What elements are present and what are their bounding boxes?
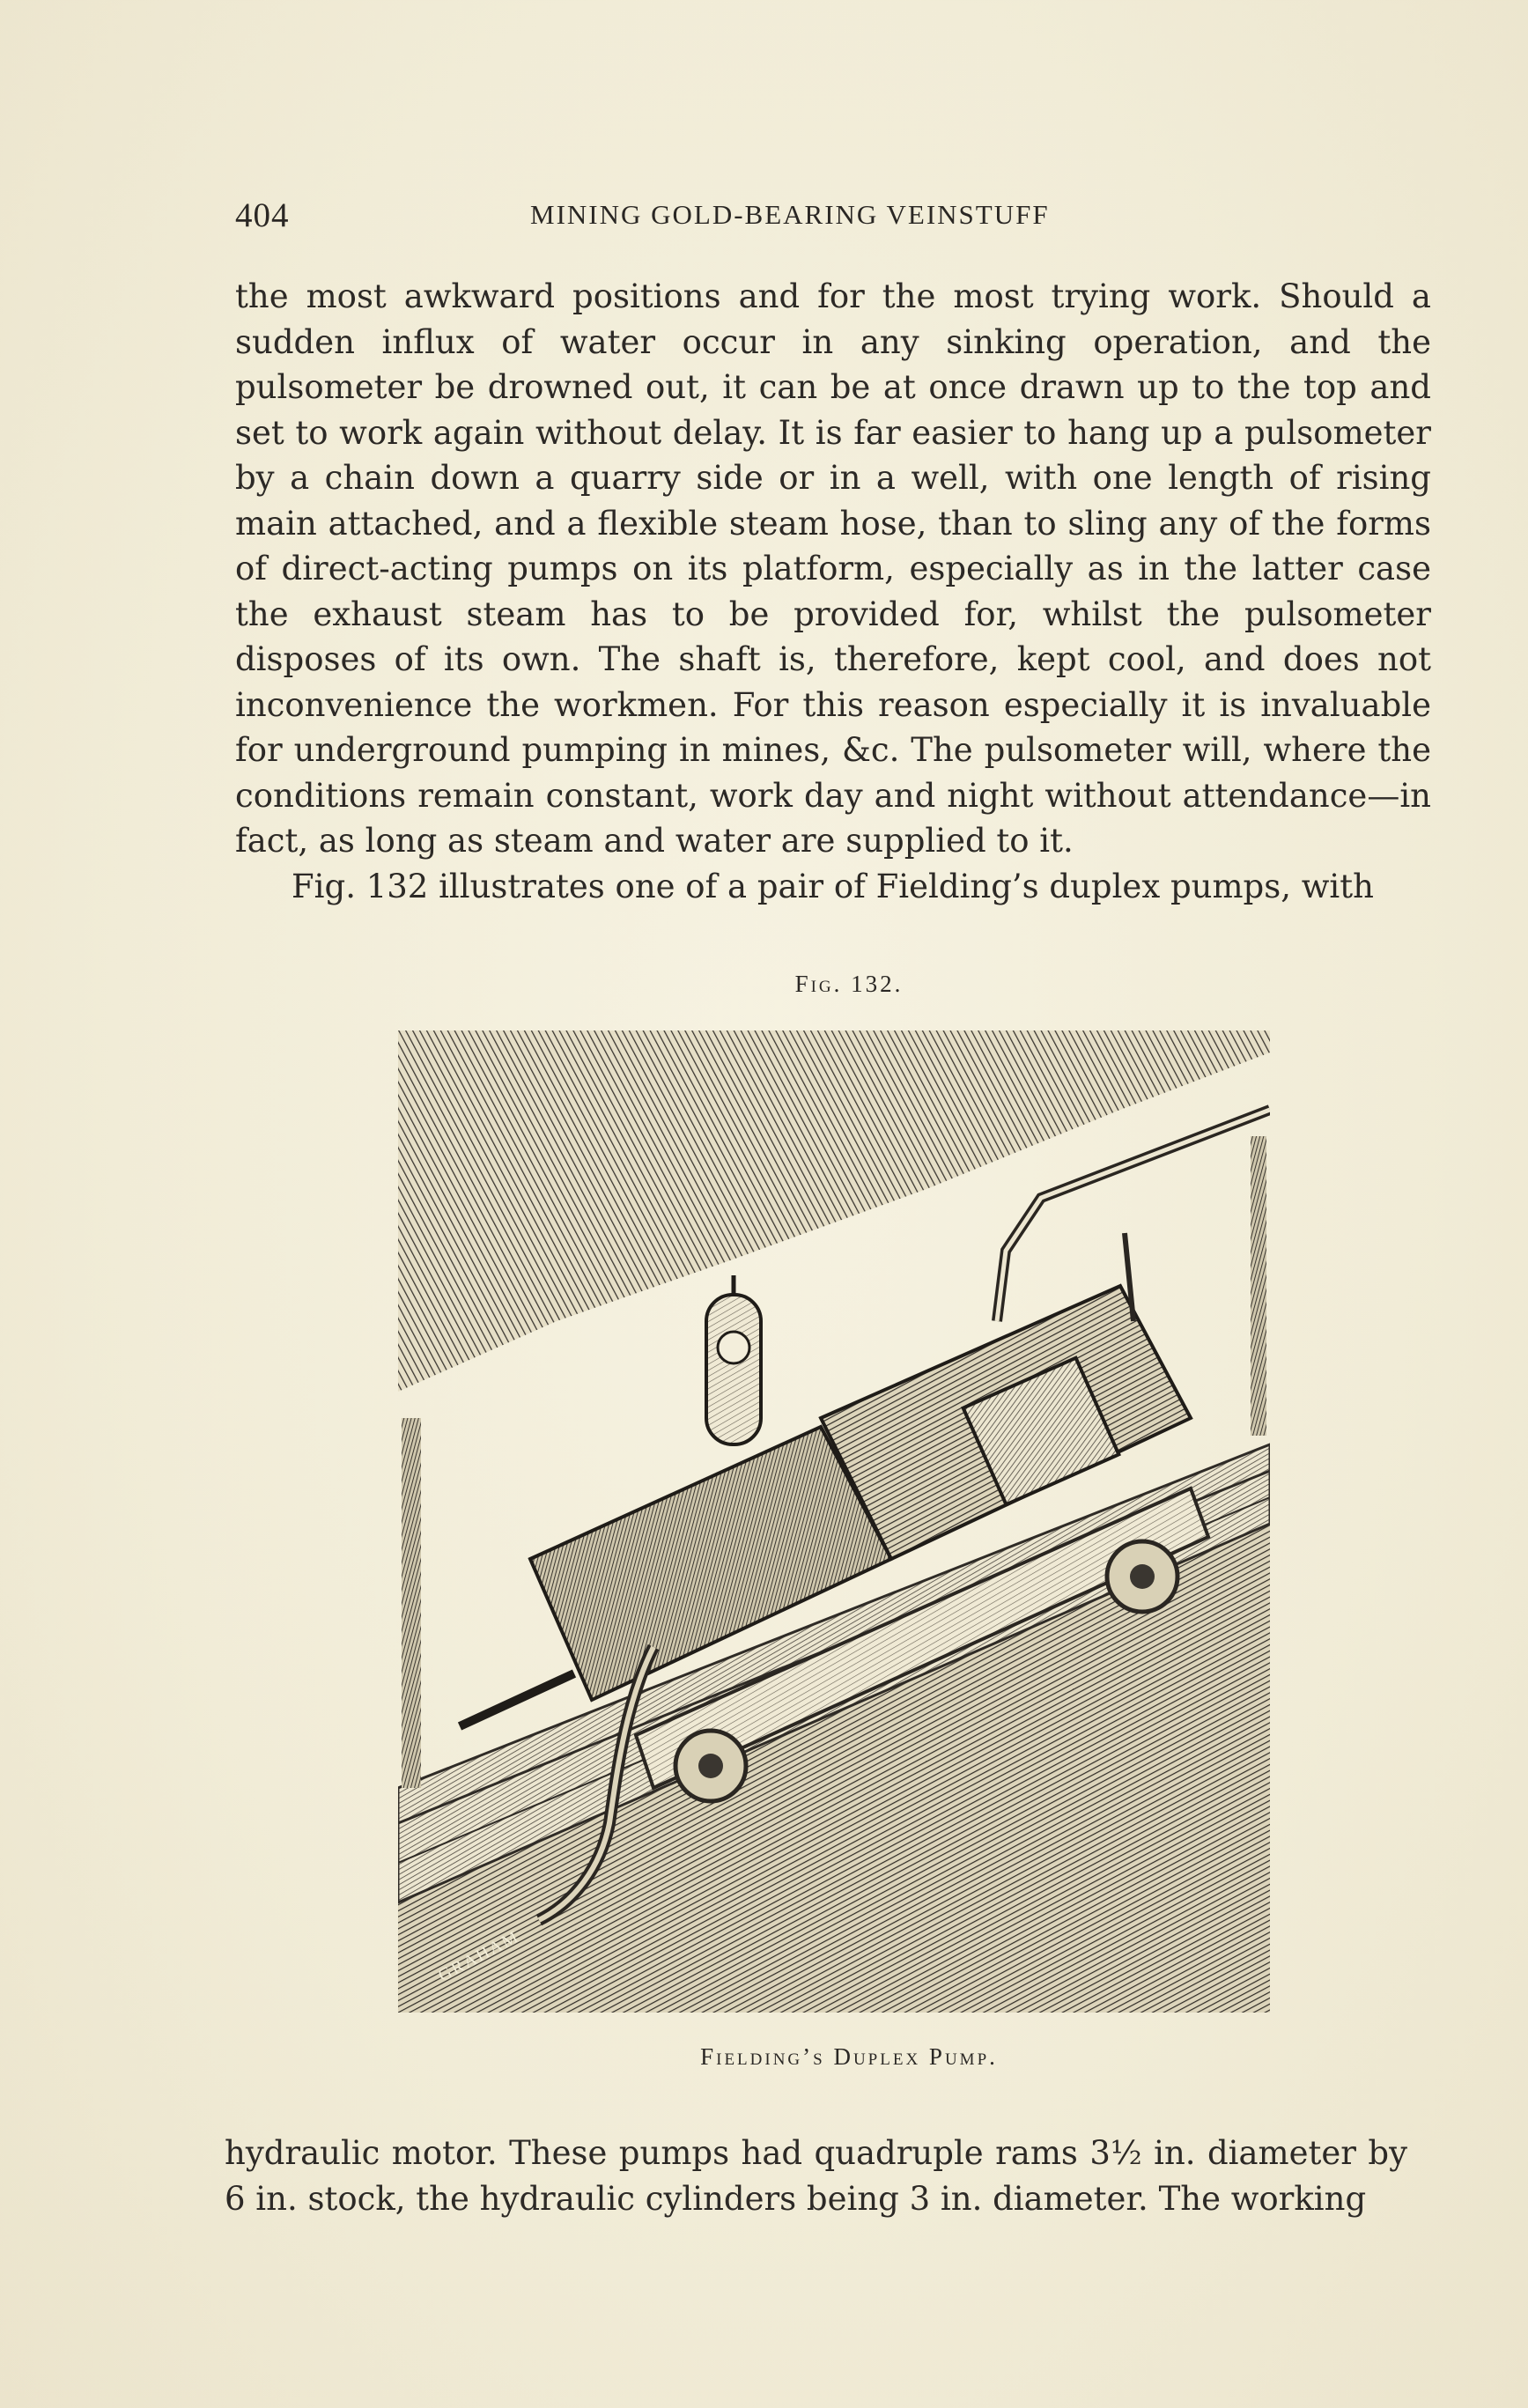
engraver-signature: GRAHAM	[435, 1926, 523, 1986]
running-title: MINING GOLD-BEARING VEINSTUFF	[530, 199, 1050, 230]
running-head	[235, 196, 1436, 240]
figure-caption: Fielding’s Duplex Pump.	[700, 2043, 998, 2070]
body-paragraph-1: the most awkward positions and for the most trying work. Should a sudden influx of water occur in any sinking operation, and the pulsometer be drowned out, it can be at once drawn up to the top and set to work again without delay. It is far easier to hang up a pulsometer by a chain down a quarry side or in a well, with one length of rising main attached, and a flexible steam hose, than to sling any of the forms of direct-acting pumps on its platform, especially as in the latter case the exhaust steam has to be provided for, whilst the pulsometer disposes of its own. The shaft is, therefore, kept cool, and does not inconvenience the workmen. For this reason especially it is invaluable for underground pumping in mines, &c. The pulsometer will, where the conditions remain constant, work day and night without attendance—in fact, as long as steam and water are supplied to it.	[235, 277, 1431, 860]
page-number: 404	[235, 196, 290, 234]
body-paragraph-3: hydraulic motor. These pumps had quadruple rams 3½ in. diameter by 6 in. stock, the hydraulic cylinders being 3 in. diameter. The working	[225, 2134, 1407, 2218]
figure-label: Fig. 132.	[794, 971, 904, 997]
body-paragraph-2: Fig. 132 illustrates one of a pair of Fielding’s duplex pumps, with	[292, 868, 1374, 905]
figure-illustration	[398, 1030, 1270, 2013]
